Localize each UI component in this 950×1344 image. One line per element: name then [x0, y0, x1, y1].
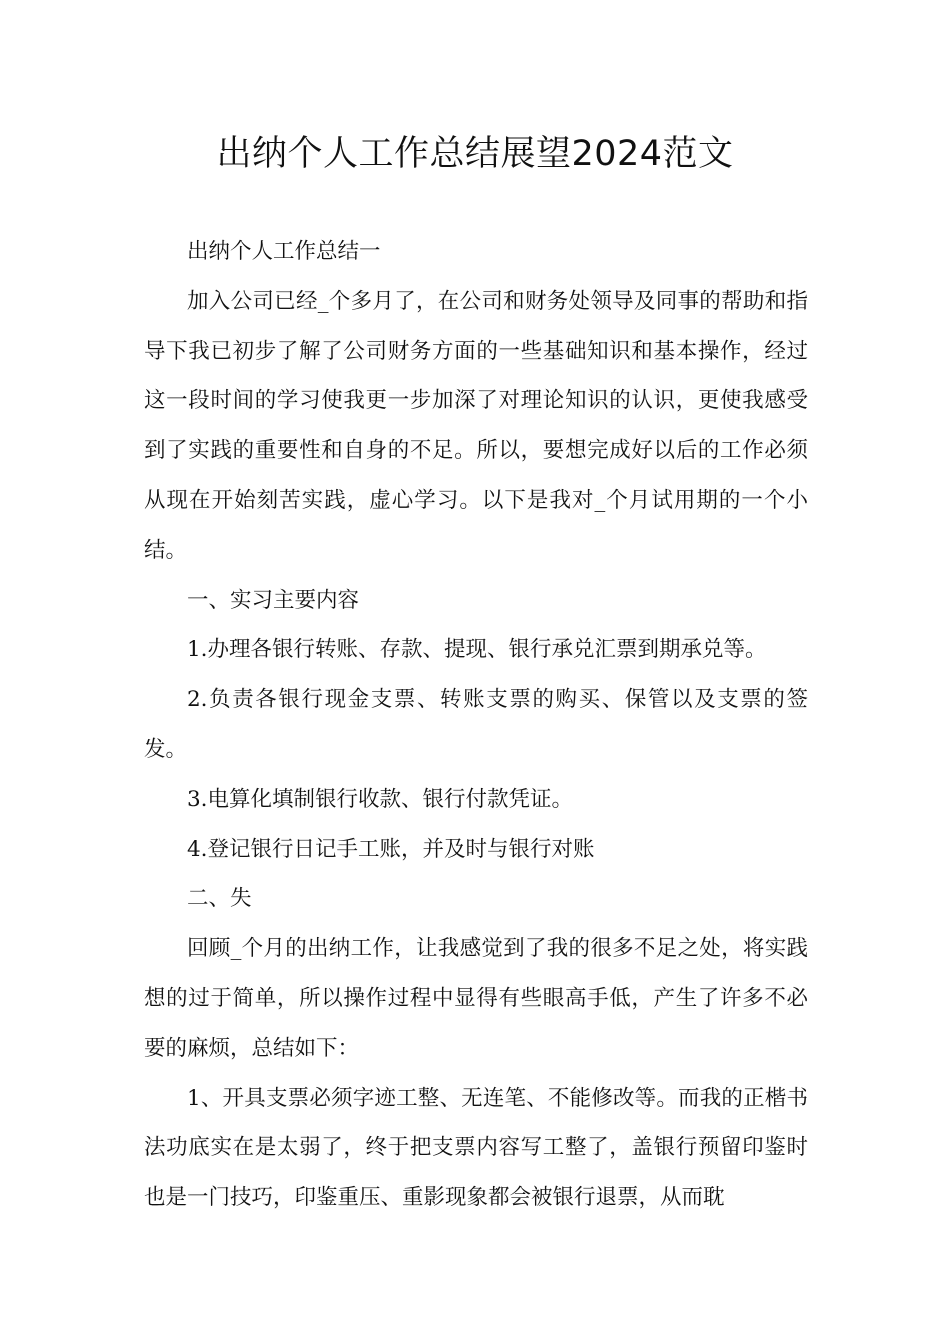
section-heading: 出纳个人工作总结一: [187, 239, 381, 264]
body-paragraph: 加入公司已经_个多月了，在公司和财务处领导及同事的帮助和指导下我已初步了解了公司财务方面的一些基础知识和基本操作，经过这一段时间的学习使我更一步加深了对理论知识的认识，更使我感受到了实践的重要性和自身的不足。所以，要想完成好以后的工作必须从现在开始刻苦实践，虚心学习。以下是我对_个月试用期的一个小结。: [144, 288, 808, 563]
document-body: [144, 227, 808, 1223]
section-heading: 二、失: [187, 886, 252, 912]
list-item: 3.电算化填制银行收款、银行付款凭证。: [187, 786, 574, 812]
list-item: 4.登记银行日记手工账，并及时与银行对账: [187, 836, 595, 862]
list-item: 2.负责各银行现金支票、转账支票的购买、保管以及支票的签发。: [144, 687, 808, 762]
section-heading: 一、实习主要内容: [187, 587, 360, 613]
list-item: 1、开具支票必须字迹工整、无连笔、不能修改等。而我的正楷书法功底实在是太弱了，终于把支票内容写工整了，盖银行预留印鉴时也是一门技巧，印鉴重压、重影现象都会被银行退票，从而耽: [144, 1085, 808, 1211]
document-title: 出纳个人工作总结展望2024范文: [216, 134, 734, 174]
list-item: 1.办理各银行转账、存款、提现、银行承兑汇票到期承兑等。: [187, 637, 767, 663]
body-paragraph: 回顾_个月的出纳工作，让我感觉到了我的很多不足之处，将实践想的过于简单，所以操作过程中显得有些眼高手低，产生了许多不必要的麻烦，总结如下：: [144, 936, 808, 1061]
